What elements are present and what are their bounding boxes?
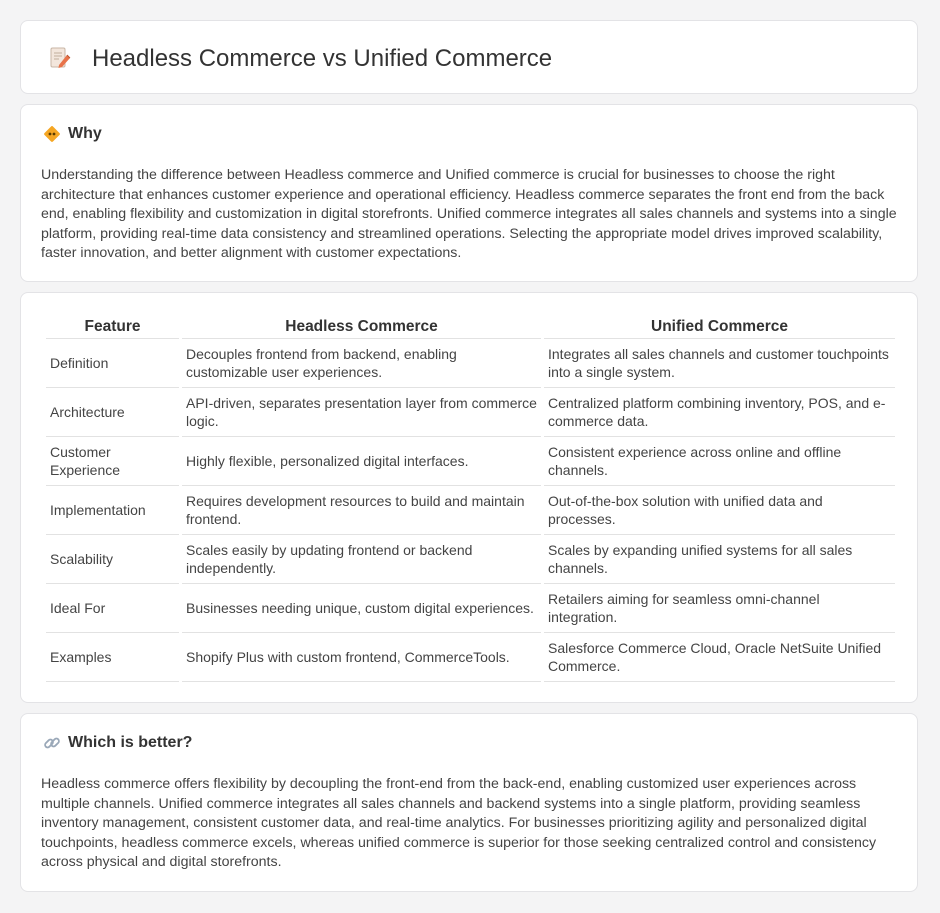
table-row xyxy=(46,584,895,633)
headless-cell: Highly flexible, personalized digital interfaces. xyxy=(182,437,541,486)
feature-cell: Definition xyxy=(46,339,179,388)
headless-cell: API-driven, separates presentation layer from commerce logic. xyxy=(182,388,541,437)
why-heading xyxy=(43,125,102,143)
unified-cell: Scales by expanding unified systems for all sales channels. xyxy=(544,535,895,584)
feature-cell: Examples xyxy=(46,633,179,682)
table-row xyxy=(46,437,895,486)
headless-cell: Requires development resources to build and maintain frontend. xyxy=(182,486,541,535)
table-row xyxy=(46,339,895,388)
unified-cell: Salesforce Commerce Cloud, Oracle NetSuite Unified Commerce. xyxy=(544,633,895,682)
feature-cell: Implementation xyxy=(46,486,179,535)
page-title: Headless Commerce vs Unified Commerce xyxy=(92,45,553,72)
table-header-row xyxy=(46,317,895,339)
unified-cell: Consistent experience across online and offline channels. xyxy=(544,437,895,486)
headless-cell: Businesses needing unique, custom digital experiences. xyxy=(182,584,541,633)
unified-cell: Integrates all sales channels and customer touchpoints into a single system. xyxy=(544,339,895,388)
feature-cell: Ideal For xyxy=(46,584,179,633)
why-section xyxy=(20,104,918,282)
column-header-unified: Unified Commerce xyxy=(544,317,895,339)
header-card xyxy=(20,20,918,94)
table-row xyxy=(46,388,895,437)
feature-cell: Customer Experience xyxy=(46,437,179,486)
link-icon xyxy=(43,734,61,752)
unified-cell: Retailers aiming for seamless omni-channel integration. xyxy=(544,584,895,633)
comparison-table xyxy=(43,317,898,682)
diamond-sign-icon xyxy=(43,125,61,143)
feature-cell: Scalability xyxy=(46,535,179,584)
table-row xyxy=(46,486,895,535)
headless-cell: Scales easily by updating frontend or backend independently. xyxy=(182,535,541,584)
better-heading xyxy=(43,734,192,752)
document-pencil-icon xyxy=(48,46,72,70)
headless-cell: Shopify Plus with custom frontend, CommerceTools. xyxy=(182,633,541,682)
better-text: Headless commerce offers flexibility by decoupling the front-end from the back-end, enabling customized user experiences across multiple channels. Unified commerce integrates all sales channels and backend systems into a single platform, providing seamless inventory management, consistent customer data, and real-time analytics. For businesses prioritizing agility and personalized digital touchpoints, headless commerce excels, whereas unified commerce is superior for those seeking centralized control and consistency across physical and digital storefronts. xyxy=(41,776,877,871)
table-row xyxy=(46,535,895,584)
feature-cell: Architecture xyxy=(46,388,179,437)
comparison-table-card xyxy=(20,292,918,703)
why-text: Understanding the difference between Headless commerce and Unified commerce is crucial for businesses to choose the right architecture that enhances customer experience and operational efficiency. Headless commerce separates the front end from the back end, enabling flexibility and customization in digital storefronts. Unified commerce integrates all sales channels and systems into a single platform, providing real-time data consistency and streamlined operations. Selecting the appropriate model drives improved scalability, faster innovation, and better alignment with customer expectations. xyxy=(41,167,897,262)
column-header-headless: Headless Commerce xyxy=(182,317,541,339)
why-title: Why xyxy=(68,125,102,142)
unified-cell: Out-of-the-box solution with unified data and processes. xyxy=(544,486,895,535)
headless-cell: Decouples frontend from backend, enabling customizable user experiences. xyxy=(182,339,541,388)
unified-cell: Centralized platform combining inventory, POS, and e-commerce data. xyxy=(544,388,895,437)
better-title: Which is better? xyxy=(68,734,193,751)
which-is-better-section xyxy=(20,713,918,892)
column-header-feature: Feature xyxy=(46,317,179,339)
table-row xyxy=(46,633,895,682)
